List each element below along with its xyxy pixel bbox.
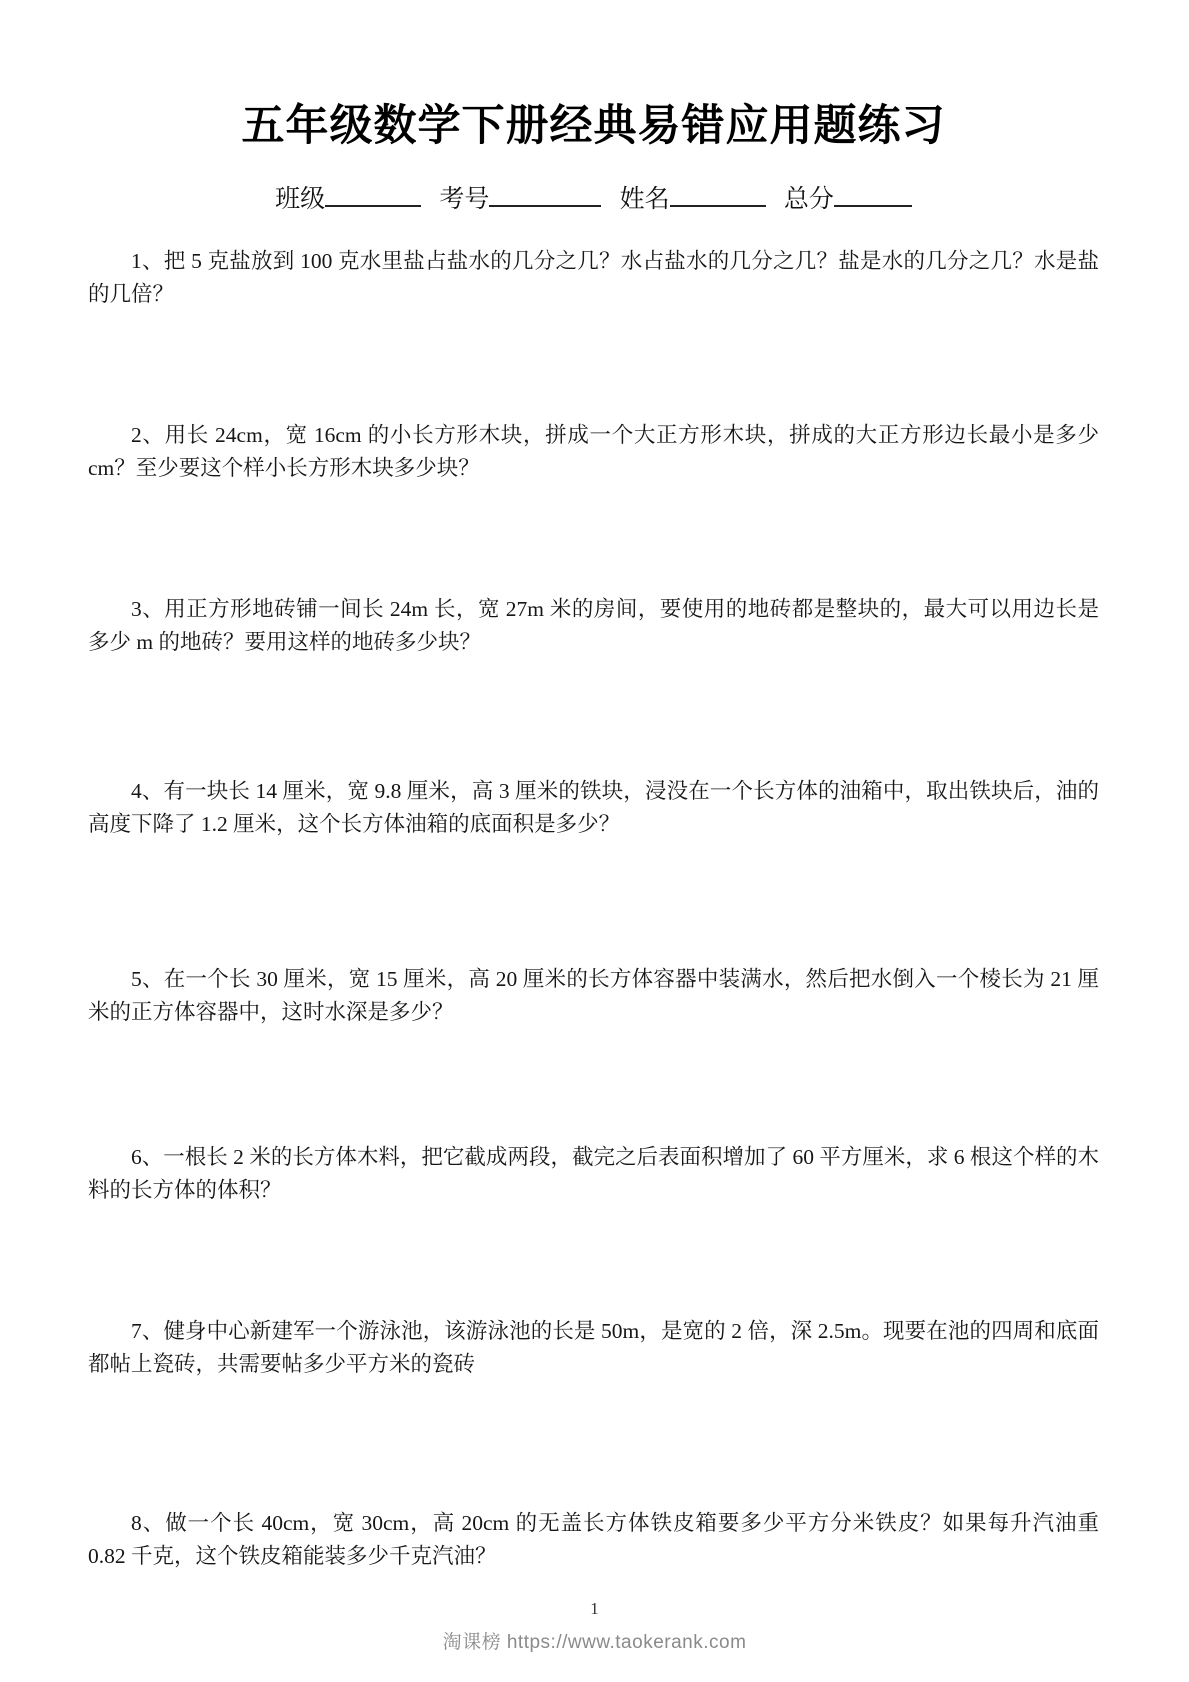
page-number: 1 — [590, 1599, 599, 1618]
class-field-label: 班级 — [275, 186, 326, 213]
name-field — [620, 179, 766, 215]
total-score-field-blank — [834, 181, 912, 207]
question-3: 3、用正方形地砖铺一间长 24m 长，宽 27m 米的房间，要使用的地砖都是整块的，最大可以用边长是多少 m 的地砖？要用这样的地砖多少块？ — [88, 597, 1099, 654]
exam-number-field-label: 考号 — [439, 186, 490, 213]
question-8: 8、做一个长 40cm，宽 30cm，高 20cm 的无盖长方体铁皮箱要多少平方分米铁皮？如果每升汽油重 0.82 千克，这个铁皮箱能装多少千克汽油？ — [88, 1511, 1099, 1568]
total-score-field-label: 总分 — [783, 186, 834, 213]
question-1: 1、把 5 克盐放到 100 克水里盐占盐水的几分之几？水占盐水的几分之几？盐是水的几分之几？水是盐的几倍？ — [88, 249, 1099, 306]
watermark-text: 淘课榜 https://www.taokerank.com — [442, 1632, 747, 1653]
class-field-blank — [325, 181, 421, 207]
page-title: 五年级数学下册经典易错应用题练习 — [241, 102, 946, 150]
page-footer — [0, 1599, 1189, 1654]
exam-number-field-blank — [489, 181, 601, 207]
question-list — [88, 245, 1099, 1573]
total-score-field — [784, 179, 912, 215]
name-field-blank — [670, 181, 766, 207]
student-info-row — [88, 179, 1099, 215]
class-field — [275, 179, 421, 215]
question-6: 6、一根长 2 米的长方体木料，把它截成两段，截完之后表面积增加了 60 平方厘米，求 6 根这个样的木料的长方体的体积？ — [88, 1145, 1099, 1202]
question-4: 4、有一块长 14 厘米，宽 9.8 厘米，高 3 厘米的铁块，浸没在一个长方体的油箱中，取出铁块后，油的高度下降了 1.2 厘米，这个长方体油箱的底面积是多少？ — [88, 779, 1099, 836]
question-7: 7、健身中心新建军一个游泳池，该游泳池的长是 50m，是宽的 2 倍，深 2.5m。现要在池的四周和底面都帖上瓷砖，共需要帖多少平方米的瓷砖 — [88, 1319, 1099, 1376]
question-2: 2、用长 24cm，宽 16cm 的小长方形木块，拼成一个大正方形木块，拼成的大正方形边长最小是多少 cm？至少要这个样小长方形木块多少块？ — [88, 423, 1099, 480]
question-5: 5、在一个长 30 厘米，宽 15 厘米，高 20 厘米的长方体容器中装满水，然后把水倒入一个棱长为 21 厘米的正方体容器中，这时水深是多少？ — [88, 967, 1099, 1024]
name-field-label: 姓名 — [619, 186, 670, 213]
exam-number-field — [439, 179, 601, 215]
